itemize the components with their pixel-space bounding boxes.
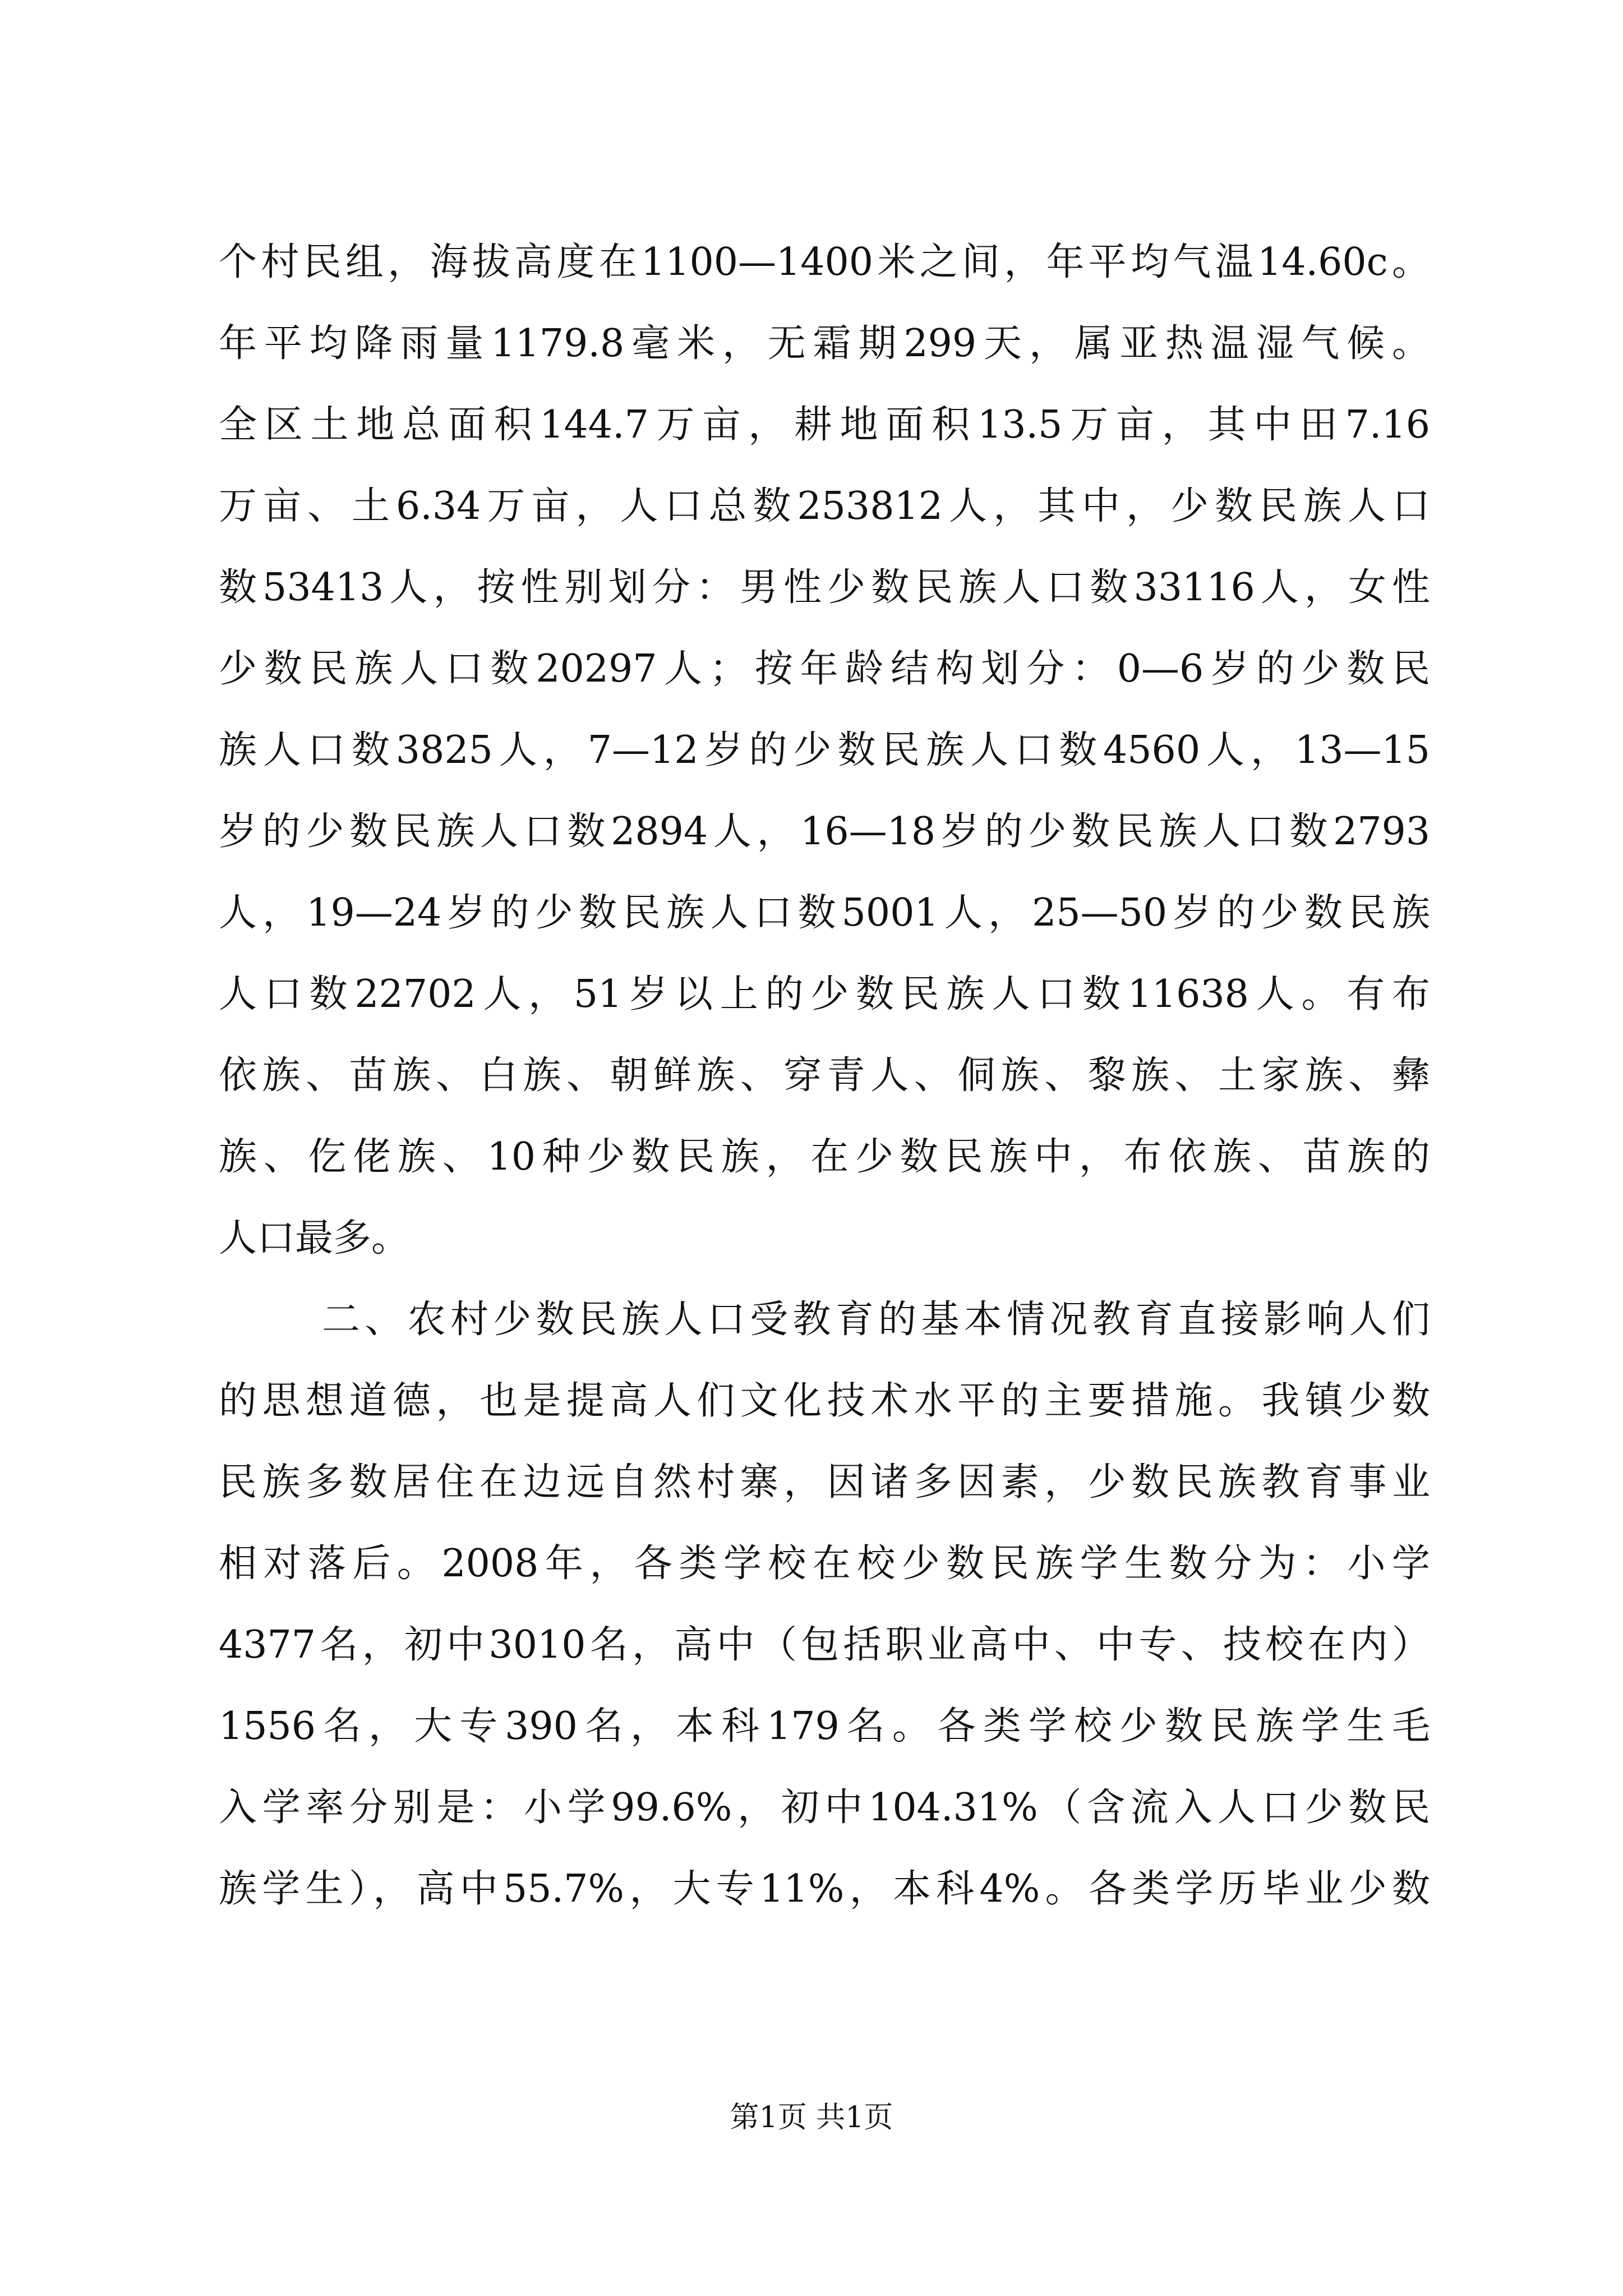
text-line: 入学率分别是：小学99.6%，初中104.31%（含流入人口少数民 xyxy=(219,1786,1430,1830)
text-line: 全区土地总面积144.7万亩，耕地面积13.5万亩，其中田7.16 xyxy=(219,403,1430,447)
text-line: 二、农村少数民族人口受教育的基本情况教育直接影响人们 xyxy=(322,1297,1430,1342)
text-line: 年平均降雨量1179.8毫米，无霜期299天，属亚热温湿气候。 xyxy=(219,321,1430,366)
text-line: 的思想道德，也是提高人们文化技术水平的主要措施。我镇少数 xyxy=(219,1379,1430,1423)
text-line: 人口数22702人，51岁以上的少数民族人口数11638人。有布 xyxy=(219,972,1430,1016)
text-line: 人口最多。 xyxy=(219,1216,410,1260)
page-number-footer: 第1页 共1页 xyxy=(730,2101,893,2134)
text-line: 少数民族人口数20297人；按年龄结构划分：0—6岁的少数民 xyxy=(219,647,1430,691)
document-body xyxy=(219,222,1430,1930)
text-line: 数53413人，按性别划分：男性少数民族人口数33116人，女性 xyxy=(219,565,1430,610)
text-line: 万亩、土6.34万亩，人口总数253812人，其中，少数民族人口 xyxy=(219,484,1430,528)
text-line: 民族多数居住在边远自然村寨，因诸多因素，少数民族教育事业 xyxy=(219,1460,1430,1504)
text-line: 个村民组，海拔高度在1100—1400米之间，年平均气温14.60c。 xyxy=(219,240,1430,284)
text-line: 相对落后。2008年，各类学校在校少数民族学生数分为：小学 xyxy=(219,1542,1430,1586)
text-line: 依族、苗族、白族、朝鲜族、穿青人、侗族、黎族、土家族、彝 xyxy=(219,1053,1430,1098)
text-line: 人，19—24岁的少数民族人口数5001人，25—50岁的少数民族 xyxy=(219,891,1430,935)
text-line: 族人口数3825人，7—12岁的少数民族人口数4560人，13—15 xyxy=(219,728,1430,772)
text-line: 4377名，初中3010名，高中（包括职业高中、中专、技校在内） xyxy=(219,1623,1430,1667)
text-line: 族、仡佬族、10种少数民族，在少数民族中，布依族、苗族的 xyxy=(219,1135,1430,1179)
text-line: 1556名，大专390名，本科179名。各类学校少数民族学生毛 xyxy=(219,1704,1430,1749)
text-line: 岁的少数民族人口数2894人，16—18岁的少数民族人口数2793 xyxy=(219,809,1430,854)
text-line: 族学生），高中55.7%，大专11%，本科4%。各类学历毕业少数 xyxy=(219,1867,1430,1911)
